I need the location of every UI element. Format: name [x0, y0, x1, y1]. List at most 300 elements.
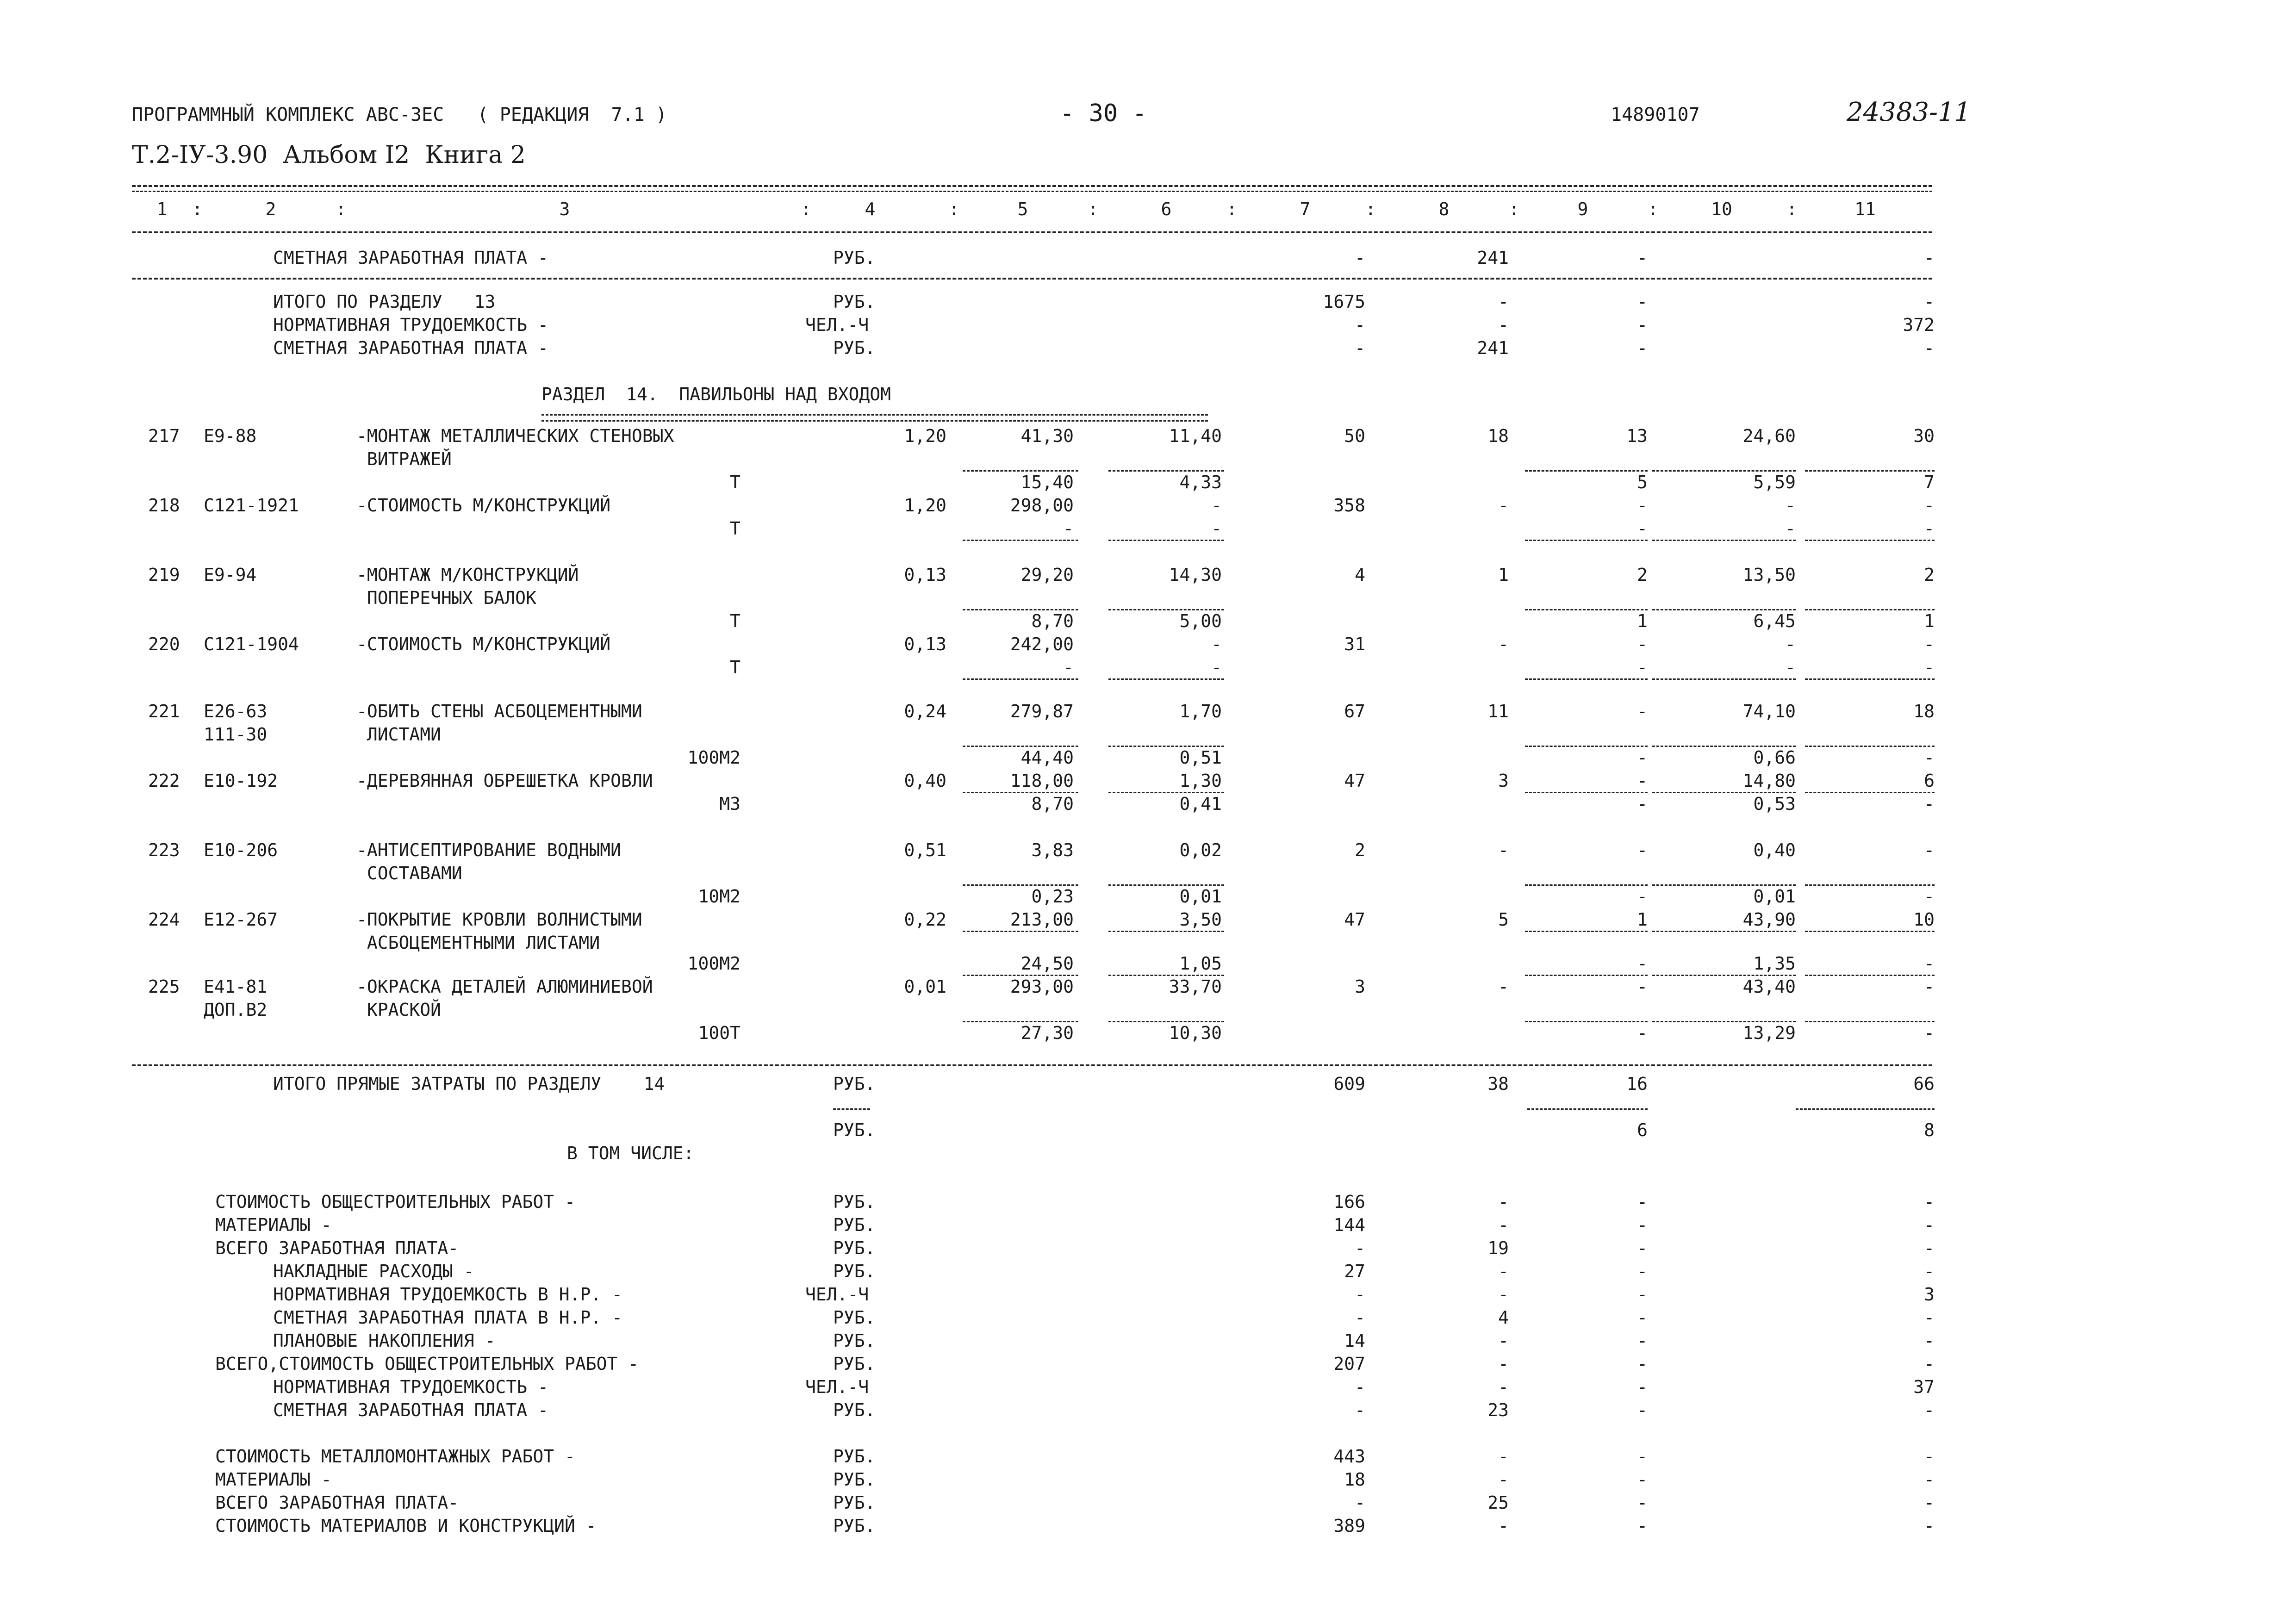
cell-c8: - — [1498, 1284, 1509, 1305]
cell-c3: 100М2 — [687, 747, 740, 768]
cell-c3: ПЛАНОВЫЕ НАКОПЛЕНИЯ - — [273, 1331, 496, 1351]
cell-c3: АСБОЦЕМЕНТНЫМИ ЛИСТАМИ — [356, 933, 600, 953]
cell-c9: - — [1637, 1284, 1648, 1305]
cell-c4: РУБ. — [833, 1492, 876, 1513]
cell-c1: 218 — [148, 495, 180, 516]
cell-c4: 0,24 — [904, 701, 946, 721]
cell-c11: - — [1924, 1492, 1935, 1513]
sub-rule — [963, 609, 1078, 610]
cell-c11: - — [1924, 1446, 1935, 1467]
cell-c8: - — [1498, 840, 1509, 860]
cell-c3: СМЕТНАЯ ЗАРАБОТНАЯ ПЛАТА - — [273, 248, 548, 268]
cell-c11: - — [1924, 634, 1935, 654]
cell-c9: - — [1637, 1331, 1648, 1351]
cell-c4: ЧЕЛ.-Ч — [805, 1377, 869, 1397]
column-separator: : — [336, 199, 346, 219]
cell-c5: 29,20 — [1020, 565, 1074, 585]
cell-c8: - — [1498, 1377, 1509, 1397]
column-separator: : — [801, 199, 811, 219]
cell-c11: 30 — [1913, 426, 1935, 446]
cell-c4: 1,20 — [904, 426, 946, 446]
cell-c7: - — [1355, 1284, 1365, 1305]
cell-c3: СОСТАВАМИ — [356, 863, 462, 883]
cell-c9: 2 — [1637, 565, 1648, 585]
cell-c11: 10 — [1913, 909, 1935, 930]
cell-c11: - — [1924, 1261, 1935, 1281]
cell-c11: - — [1924, 1192, 1935, 1212]
cell-c3: -ДЕРЕВЯННАЯ ОБРЕШЕТКА КРОВЛИ — [356, 771, 653, 791]
cell-c11: - — [1924, 292, 1935, 312]
cell-c3: НОРМАТИВНАЯ ТРУДОЕМКОСТЬ - — [273, 315, 548, 335]
cell-c8: - — [1498, 1354, 1509, 1374]
cell-c4: ЧЕЛ.-Ч — [805, 315, 869, 335]
cell-c2: 111-30 — [204, 724, 268, 745]
cell-c11: - — [1924, 1400, 1935, 1420]
cell-c3: -МОНТАЖ МЕТАЛЛИЧЕСКИХ СТЕНОВЫХ — [356, 426, 674, 446]
cell-c8: - — [1498, 634, 1509, 654]
cell-c10: - — [1785, 634, 1796, 654]
cell-c11: 18 — [1913, 701, 1935, 721]
cell-c5: 8,70 — [1031, 611, 1074, 631]
sub-rule — [1652, 746, 1796, 747]
cell-c7: 3 — [1355, 976, 1365, 997]
cell-c9: - — [1637, 1354, 1648, 1374]
cell-c11: 2 — [1924, 565, 1935, 585]
cell-c3: КРАСКОЙ — [356, 1000, 442, 1020]
cell-c3: ВСЕГО ЗАРАБОТНАЯ ПЛАТА- — [215, 1238, 459, 1258]
sub-rule — [1108, 678, 1224, 680]
cell-c7: 358 — [1333, 495, 1365, 516]
sub-rule — [1652, 792, 1796, 793]
cell-c2: С121-1904 — [204, 634, 299, 654]
cell-c2: Е10-192 — [204, 771, 278, 791]
sub-rule — [1525, 975, 1648, 976]
sub-rule — [1805, 792, 1935, 793]
cell-c5: - — [1063, 518, 1074, 539]
cell-c5: 41,30 — [1020, 426, 1074, 446]
sub-rule — [1652, 470, 1796, 472]
sub-rule — [1805, 1021, 1935, 1022]
column-header-2: 2 — [265, 199, 276, 219]
cell-c6: 0,01 — [1179, 886, 1222, 907]
cell-c8: 25 — [1487, 1492, 1509, 1513]
cell-c5: 242,00 — [1010, 634, 1074, 654]
cell-c6: 14,30 — [1169, 565, 1222, 585]
cell-c9: - — [1637, 1516, 1648, 1536]
cell-c7: - — [1355, 248, 1365, 268]
cell-c9: 6 — [1637, 1120, 1648, 1140]
cell-c8: 38 — [1487, 1074, 1509, 1094]
cell-c8: - — [1498, 1192, 1509, 1212]
column-separator: : — [1226, 199, 1237, 219]
cell-c4: РУБ. — [833, 248, 876, 268]
cell-c9: - — [1637, 315, 1648, 335]
separator-after-wage — [132, 278, 1932, 280]
sub-rule — [1805, 975, 1935, 976]
cell-c2: Е9-88 — [204, 426, 257, 446]
cell-c6: 1,70 — [1179, 701, 1222, 721]
cell-c7: - — [1355, 338, 1365, 358]
cell-c11: - — [1924, 248, 1935, 268]
column-separator: : — [949, 199, 959, 219]
sub-rule — [1805, 884, 1935, 886]
cell-c10: 0,01 — [1753, 886, 1796, 907]
cell-c9: 13 — [1626, 426, 1648, 446]
cell-c7: 144 — [1333, 1215, 1365, 1235]
cell-c3: СТОИМОСТЬ МЕТАЛЛОМОНТАЖНЫХ РАБОТ - — [215, 1446, 575, 1467]
cell-c3: ВСЕГО ЗАРАБОТНАЯ ПЛАТА- — [215, 1492, 459, 1513]
sub-rule — [1652, 678, 1796, 680]
cell-c2: Е10-206 — [204, 840, 278, 860]
cell-c3: СМЕТНАЯ ЗАРАБОТНАЯ ПЛАТА В Н.Р. - — [273, 1307, 622, 1328]
cell-c10: 74,10 — [1742, 701, 1796, 721]
cell-c9: - — [1637, 292, 1648, 312]
cell-c9: - — [1637, 771, 1648, 791]
sub-rule — [1108, 1021, 1224, 1022]
cell-c6: 1,05 — [1179, 953, 1222, 974]
cell-c3: -СТОИМОСТЬ М/КОНСТРУКЦИЙ — [356, 495, 611, 516]
cell-c11: - — [1924, 1331, 1935, 1351]
cell-c8: - — [1498, 1331, 1509, 1351]
cell-c5: 293,00 — [1010, 976, 1074, 997]
cell-c3: Т — [730, 611, 740, 631]
cell-c8: - — [1498, 1516, 1509, 1536]
cell-c1: 220 — [148, 634, 180, 654]
cell-c7: - — [1355, 1400, 1365, 1420]
column-separator: : — [1648, 199, 1658, 219]
sub-rule — [963, 746, 1078, 747]
column-separator: : — [192, 199, 203, 219]
cell-c1: 224 — [148, 909, 180, 930]
sub-rule — [1108, 931, 1224, 932]
cell-c11: - — [1924, 1354, 1935, 1374]
cell-c11: - — [1924, 495, 1935, 516]
sub-rule — [1525, 931, 1648, 932]
cell-c3: -СТОИМОСТЬ М/КОНСТРУКЦИЙ — [356, 634, 611, 654]
column-header-1: 1 — [156, 199, 168, 219]
cell-c8: 4 — [1498, 1307, 1509, 1328]
cell-c6: 0,51 — [1179, 747, 1222, 768]
cell-c2: Е26-63 — [204, 701, 268, 721]
cell-c11: 7 — [1924, 472, 1935, 492]
sub-rule — [1652, 884, 1796, 886]
cell-c4: 0,40 — [904, 771, 946, 791]
cell-c3: НОРМАТИВНАЯ ТРУДОЕМКОСТЬ - — [273, 1377, 548, 1397]
separator-before-total — [132, 1064, 1932, 1066]
column-header-9: 9 — [1577, 199, 1588, 219]
cell-c8: 11 — [1487, 701, 1509, 721]
cell-c3: СМЕТНАЯ ЗАРАБОТНАЯ ПЛАТА - — [273, 1400, 548, 1420]
cell-c9: - — [1637, 495, 1648, 516]
program-title: ПРОГРАММНЫЙ КОМПЛЕКС АВС-3ЕС ( РЕДАКЦИЯ 7.1 ) — [132, 104, 667, 125]
cell-c3: -ОКРАСКА ДЕТАЛЕЙ АЛЮМИНИЕВОЙ — [356, 976, 653, 997]
cell-c4: РУБ. — [833, 292, 876, 312]
cell-c4: РУБ. — [833, 1120, 876, 1140]
cell-c6: 5,00 — [1179, 611, 1222, 631]
handwritten-number: 24383-11 — [1847, 97, 1971, 127]
cell-c9: - — [1637, 1023, 1648, 1043]
cell-c2: ДОП.В2 — [204, 1000, 268, 1020]
cell-c1: 221 — [148, 701, 180, 721]
cell-c9: - — [1637, 701, 1648, 721]
cell-c7: 1675 — [1323, 292, 1365, 312]
cell-c5: 0,23 — [1031, 886, 1074, 907]
cell-c8: - — [1498, 1446, 1509, 1467]
cell-c6: 1,30 — [1179, 771, 1222, 791]
cell-c7: - — [1355, 1238, 1365, 1258]
cell-c4: РУБ. — [833, 1354, 876, 1374]
cell-c3: -ПОКРЫТИЕ КРОВЛИ ВОЛНИСТЫМИ — [356, 909, 642, 930]
cell-c7: 166 — [1333, 1192, 1365, 1212]
sub-rule — [963, 931, 1078, 932]
sub-rule — [963, 792, 1078, 793]
cell-c3: В ТОМ ЧИСЛЕ: — [567, 1143, 694, 1163]
cell-c10: 13,29 — [1742, 1023, 1796, 1043]
sub-rule — [1525, 792, 1648, 793]
cell-c8: 3 — [1498, 771, 1509, 791]
cell-c8: - — [1498, 1261, 1509, 1281]
cell-c1: 223 — [148, 840, 180, 860]
cell-c10: 6,45 — [1753, 611, 1796, 631]
cell-c9: - — [1637, 840, 1648, 860]
cell-c10: 5,59 — [1753, 472, 1796, 492]
cell-c4: 0,01 — [904, 976, 946, 997]
column-separator: : — [1365, 199, 1376, 219]
cell-c10: 43,40 — [1742, 976, 1796, 997]
cell-c6: 10,30 — [1169, 1023, 1222, 1043]
sub-rule — [1108, 746, 1224, 747]
album-reference: Т.2-IУ-3.90 Альбом I2 Книга 2 — [132, 141, 526, 169]
column-separator: : — [1509, 199, 1519, 219]
cell-c11: 37 — [1913, 1377, 1935, 1397]
sub-rule — [963, 975, 1078, 976]
cell-c6: 0,02 — [1179, 840, 1222, 860]
cell-c3: МАТЕРИАЛЫ - — [215, 1215, 332, 1235]
cell-c4: РУБ. — [833, 1261, 876, 1281]
cell-c7: 27 — [1344, 1261, 1365, 1281]
sub-rule — [1805, 470, 1935, 472]
cell-c4: РУБ. — [833, 1238, 876, 1258]
cell-c3: РАЗДЕЛ 14. ПАВИЛЬОНЫ НАД ВХОДОМ — [541, 384, 891, 404]
sub-rule — [1652, 975, 1796, 976]
cell-c4: ЧЕЛ.-Ч — [805, 1284, 869, 1305]
cell-c9: - — [1637, 1446, 1648, 1467]
cell-c5: 3,83 — [1031, 840, 1074, 860]
sub-rule — [1525, 884, 1648, 886]
cell-c4: 0,13 — [904, 565, 946, 585]
cell-c3: ЛИСТАМИ — [356, 724, 442, 745]
cell-c8: 19 — [1487, 1238, 1509, 1258]
cell-c9: - — [1637, 794, 1648, 814]
cell-c3: СТОИМОСТЬ ОБЩЕСТРОИТЕЛЬНЫХ РАБОТ - — [215, 1192, 575, 1212]
sub-rule — [1805, 609, 1935, 610]
cell-c4: 0,51 — [904, 840, 946, 860]
sub-rule — [1108, 470, 1224, 472]
cell-c7: 50 — [1344, 426, 1365, 446]
cell-c11: - — [1924, 338, 1935, 358]
sub-rule — [963, 540, 1078, 541]
sub-rule — [1805, 678, 1935, 680]
cell-c8: - — [1498, 1469, 1509, 1490]
cell-c9: - — [1637, 747, 1648, 768]
column-header-5: 5 — [1017, 199, 1028, 219]
sub-rule — [1805, 746, 1935, 747]
cell-c7: 47 — [1344, 771, 1365, 791]
cell-c11: 66 — [1913, 1074, 1935, 1094]
cell-c2: Е41-81 — [204, 976, 268, 997]
sub-rule — [1108, 975, 1224, 976]
cell-c9: - — [1637, 1400, 1648, 1420]
cell-c6: 4,33 — [1179, 472, 1222, 492]
cell-c10: 0,53 — [1753, 794, 1796, 814]
cell-c9: - — [1637, 976, 1648, 997]
column-header-3: 3 — [559, 199, 570, 219]
sub-rule — [1108, 792, 1224, 793]
cell-c3: 100Т — [698, 1023, 740, 1043]
cell-c5: 213,00 — [1010, 909, 1074, 930]
cell-c3: СТОИМОСТЬ МАТЕРИАЛОВ И КОНСТРУКЦИЙ - — [215, 1516, 597, 1536]
cell-c8: - — [1498, 976, 1509, 997]
cell-c7: - — [1355, 1307, 1365, 1328]
cell-c8: - — [1498, 1215, 1509, 1235]
cell-c9: - — [1637, 1215, 1648, 1235]
cell-c11: - — [1924, 657, 1935, 678]
cell-c6: 33,70 — [1169, 976, 1222, 997]
cell-c5: - — [1063, 657, 1074, 678]
column-header-10: 10 — [1711, 199, 1732, 219]
sub-rule — [963, 470, 1078, 472]
cell-c11: - — [1924, 976, 1935, 997]
header-bottom-rule — [132, 231, 1932, 233]
cell-c3: ПОПЕРЕЧНЫХ БАЛОК — [356, 588, 536, 608]
cell-c11: - — [1924, 518, 1935, 539]
sub-rule — [1108, 540, 1224, 541]
cell-c8: 18 — [1487, 426, 1509, 446]
cell-c7: - — [1355, 1492, 1365, 1513]
total-sub-rule — [1527, 1108, 1648, 1110]
cell-c8: - — [1498, 315, 1509, 335]
cell-c11: - — [1924, 1469, 1935, 1490]
sub-rule — [1108, 884, 1224, 886]
cell-c11: - — [1924, 1215, 1935, 1235]
cell-c10: - — [1785, 495, 1796, 516]
cell-c3: ВСЕГО,СТОИМОСТЬ ОБЩЕСТРОИТЕЛЬНЫХ РАБОТ - — [215, 1354, 639, 1374]
column-header-6: 6 — [1161, 199, 1172, 219]
cell-c4: РУБ. — [833, 1192, 876, 1212]
document-number: 14890107 — [1611, 104, 1700, 125]
cell-c5: 298,00 — [1010, 495, 1074, 516]
cell-c7: 2 — [1355, 840, 1365, 860]
cell-c10: 0,40 — [1753, 840, 1796, 860]
cell-c1: 217 — [148, 426, 180, 446]
cell-c6: - — [1211, 657, 1222, 678]
cell-c3: -ОБИТЬ СТЕНЫ АСБОЦЕМЕНТНЫМИ — [356, 701, 642, 721]
sub-rule — [1525, 470, 1648, 472]
sub-rule — [1652, 609, 1796, 610]
sub-rule — [963, 678, 1078, 680]
cell-c9: - — [1637, 1238, 1648, 1258]
cell-c4: РУБ. — [833, 1074, 876, 1094]
column-header-7: 7 — [1300, 199, 1311, 219]
sub-rule — [1525, 1021, 1648, 1022]
cell-c9: - — [1637, 953, 1648, 974]
cell-c3: -АНТИСЕПТИРОВАНИЕ ВОДНЫМИ — [356, 840, 621, 860]
total-sub-rule — [833, 1108, 870, 1110]
cell-c3: ИТОГО ПО РАЗДЕЛУ 13 — [273, 292, 496, 312]
cell-c3: М3 — [719, 794, 740, 814]
sub-rule — [1525, 540, 1648, 541]
cell-c3: -МОНТАЖ М/КОНСТРУКЦИЙ — [356, 565, 579, 585]
cell-c4: РУБ. — [833, 1516, 876, 1536]
cell-c4: РУБ. — [833, 338, 876, 358]
sub-rule — [963, 1021, 1078, 1022]
cell-c8: 241 — [1477, 248, 1509, 268]
cell-c11: 3 — [1924, 1284, 1935, 1305]
cell-c9: 5 — [1637, 472, 1648, 492]
cell-c11: - — [1924, 953, 1935, 974]
cell-c7: 389 — [1333, 1516, 1365, 1536]
cell-c3: НАКЛАДНЫЕ РАСХОДЫ - — [273, 1261, 474, 1281]
cell-c11: - — [1924, 840, 1935, 860]
cell-c7: 31 — [1344, 634, 1365, 654]
cell-c7: 47 — [1344, 909, 1365, 930]
cell-c10: 13,50 — [1742, 565, 1796, 585]
cell-c3: Т — [730, 472, 740, 492]
cell-c5: 15,40 — [1020, 472, 1074, 492]
cell-c6: - — [1211, 495, 1222, 516]
cell-c11: - — [1924, 794, 1935, 814]
total-sub-rule — [1796, 1108, 1935, 1110]
cell-c4: 0,22 — [904, 909, 946, 930]
cell-c5: 44,40 — [1020, 747, 1074, 768]
cell-c4: 0,13 — [904, 634, 946, 654]
cell-c9: - — [1637, 1307, 1648, 1328]
cell-c9: - — [1637, 338, 1648, 358]
cell-c5: 8,70 — [1031, 794, 1074, 814]
cell-c11: - — [1924, 1516, 1935, 1536]
cell-c11: 6 — [1924, 771, 1935, 791]
cell-c3: 100М2 — [687, 953, 740, 974]
cell-c7: 443 — [1333, 1446, 1365, 1467]
column-header-11: 11 — [1854, 199, 1876, 219]
cell-c10: 24,60 — [1742, 426, 1796, 446]
sub-rule — [963, 884, 1078, 886]
cell-c5: 27,30 — [1020, 1023, 1074, 1043]
cell-c9: - — [1637, 634, 1648, 654]
top-rule-2 — [132, 191, 1932, 192]
cell-c2: Е12-267 — [204, 909, 278, 930]
cell-c7: - — [1355, 315, 1365, 335]
cell-c8: - — [1498, 495, 1509, 516]
cell-c9: - — [1637, 1261, 1648, 1281]
cell-c10: 1,35 — [1753, 953, 1796, 974]
cell-c9: - — [1637, 886, 1648, 907]
cell-c9: - — [1637, 657, 1648, 678]
column-header-8: 8 — [1438, 199, 1450, 219]
cell-c11: - — [1924, 1307, 1935, 1328]
cell-c6: - — [1211, 518, 1222, 539]
cell-c2: Е9-94 — [204, 565, 257, 585]
cell-c4: РУБ. — [833, 1307, 876, 1328]
sub-rule — [1805, 540, 1935, 541]
cell-c4: 1,20 — [904, 495, 946, 516]
cell-c9: 1 — [1637, 909, 1648, 930]
cell-c7: 18 — [1344, 1469, 1365, 1490]
cell-c9: - — [1637, 1192, 1648, 1212]
cell-c8: 23 — [1487, 1400, 1509, 1420]
cell-c1: 222 — [148, 771, 180, 791]
sub-rule — [1652, 540, 1796, 541]
